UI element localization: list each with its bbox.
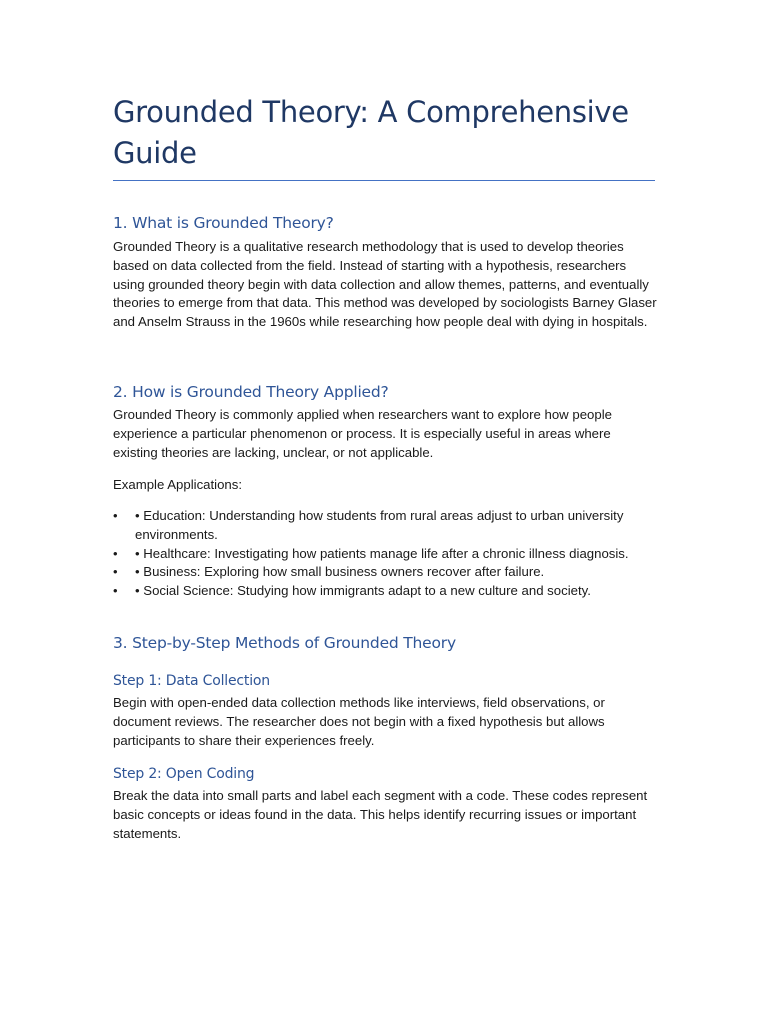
list-item [113, 545, 658, 564]
step-2-heading: Step 2: Open Coding [113, 766, 255, 782]
title-divider [113, 180, 655, 181]
bullet-icon: • [113, 583, 118, 599]
list-item [113, 563, 658, 582]
step-1-body: Begin with open-ended data collection methods like interviews, field observations, or document reviews. The researcher does not begin with a fixed hypothesis but allows participants to share their experiences freely. [113, 695, 605, 748]
section-2-body: Grounded Theory is commonly applied when researchers want to explore how people experience a particular phenomenon or process. It is especially useful in areas where existing theories are lacking, unclear, or not applicable. [113, 407, 612, 460]
bullet-icon: • [113, 564, 118, 580]
examples-label: Example Applications: [113, 477, 243, 492]
step-2-body: Break the data into small parts and label each segment with a code. These codes represent basic concepts or ideas found in the data. This helps identify recurring issues or important statements. [113, 788, 648, 841]
bullet-icon: • [113, 508, 118, 523]
list-item [113, 582, 658, 601]
examples-list [113, 507, 658, 601]
bullet-icon: • [113, 545, 118, 561]
step-1-heading: Step 1: Data Collection [113, 673, 270, 689]
list-item-text: • Social Science: Studying how immigrants adapt to a new culture and society. [135, 583, 591, 599]
section-3-heading: 3. Step-by-Step Methods of Grounded Theory [113, 634, 456, 652]
section-1-heading: 1. What is Grounded Theory? [113, 214, 334, 232]
list-item [113, 507, 658, 545]
list-item-text: • Education: Understanding how students from rural areas adjust to urban university environments. [135, 508, 624, 542]
document-title: Grounded Theory: A Comprehensive Guide [113, 95, 629, 170]
section-2-heading: 2. How is Grounded Theory Applied? [113, 383, 389, 401]
list-item-text: • Healthcare: Investigating how patients manage life after a chronic illness diagnosis. [135, 545, 629, 561]
section-1-body: Grounded Theory is a qualitative research methodology that is used to develop theories based on data collected from the field. Instead of starting with a hypothesis, researchers using grounded theory begin with data collection and allow themes, patterns, and eventually theories to emerge from that data. This method was developed by sociologists Barney Glaser and Anselm Strauss in the 1960s while researching how people deal with dying in hospitals. [113, 239, 657, 330]
list-item-text: • Business: Exploring how small business owners recover after failure. [135, 564, 545, 580]
